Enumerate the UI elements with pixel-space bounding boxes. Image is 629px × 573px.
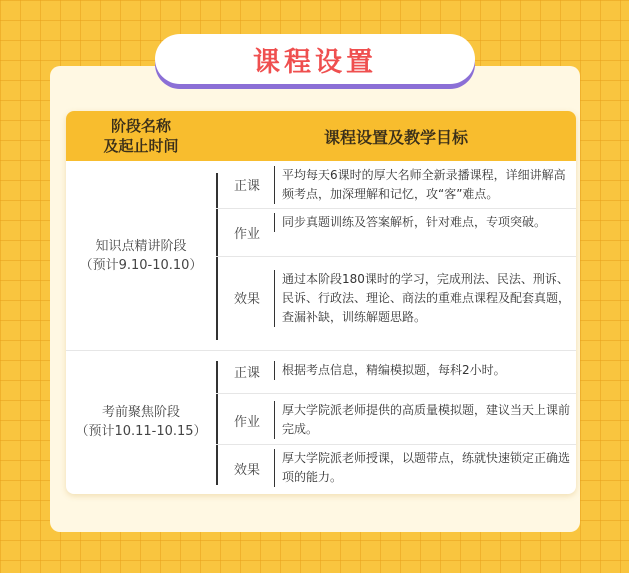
header-goal-column: 课程设置及教学目标	[323, 127, 468, 147]
stage-2-row-3-label: 效果	[233, 462, 260, 478]
stage-2-name: 考前聚焦阶段	[101, 405, 180, 420]
stage-1-row-2-label: 作业	[233, 226, 260, 242]
stage-1-cell	[66, 161, 216, 350]
stage-2-cell	[66, 351, 216, 493]
header-stage-line2: 及起止时间	[103, 137, 179, 155]
title-banner	[155, 34, 475, 84]
stage-1-row-1-label: 正课	[233, 178, 260, 194]
stage-1-row-3-text: 通过本阶段180课时的学习，完成刑法、民法、刑诉、民诉、行政法、理论、商法的重难点课程及配套真题，查漏补缺，训练解题思路。	[274, 270, 570, 327]
table-header	[66, 111, 576, 161]
stage-2-row-3-text: 厚大学院派老师授课，以题带点，练就快速锁定正确选项的能力。	[274, 449, 570, 487]
row-separator	[216, 444, 576, 445]
course-table	[66, 111, 576, 494]
page-title: 课程设置	[253, 46, 377, 78]
row-separator	[216, 208, 576, 209]
stage-2-row-1-label: 正课	[233, 365, 260, 381]
stage-1-row-2-text: 同步真题训练及答案解析，针对难点，专项突破。	[274, 213, 570, 232]
header-stage-line1: 阶段名称	[110, 117, 171, 135]
row-separator	[216, 256, 576, 257]
stage-1-name: 知识点精讲阶段	[95, 238, 187, 254]
row-separator	[216, 393, 576, 394]
stage-2-row-2-text: 厚大学院派老师提供的高质量模拟题，建议当天上课前完成。	[274, 401, 570, 439]
stage-2-row-2-label: 作业	[233, 414, 260, 430]
header-stage-column	[66, 111, 216, 161]
stage-2-row-1-text: 根据考点信息，精编模拟题，每科2小时。	[274, 361, 570, 380]
stage-2-divider	[216, 361, 218, 485]
stage-1-row-1-text: 平均每天6课时的厚大名师全新录播课程，详细讲解高频考点，加深理解和记忆，攻“客”难点。	[274, 166, 570, 204]
stage-1-period: （预计9.10-10.10）	[79, 257, 203, 273]
stage-1-row-3-label: 效果	[233, 292, 260, 307]
stage-2-period: （预计10.11-10.15）	[75, 424, 207, 439]
